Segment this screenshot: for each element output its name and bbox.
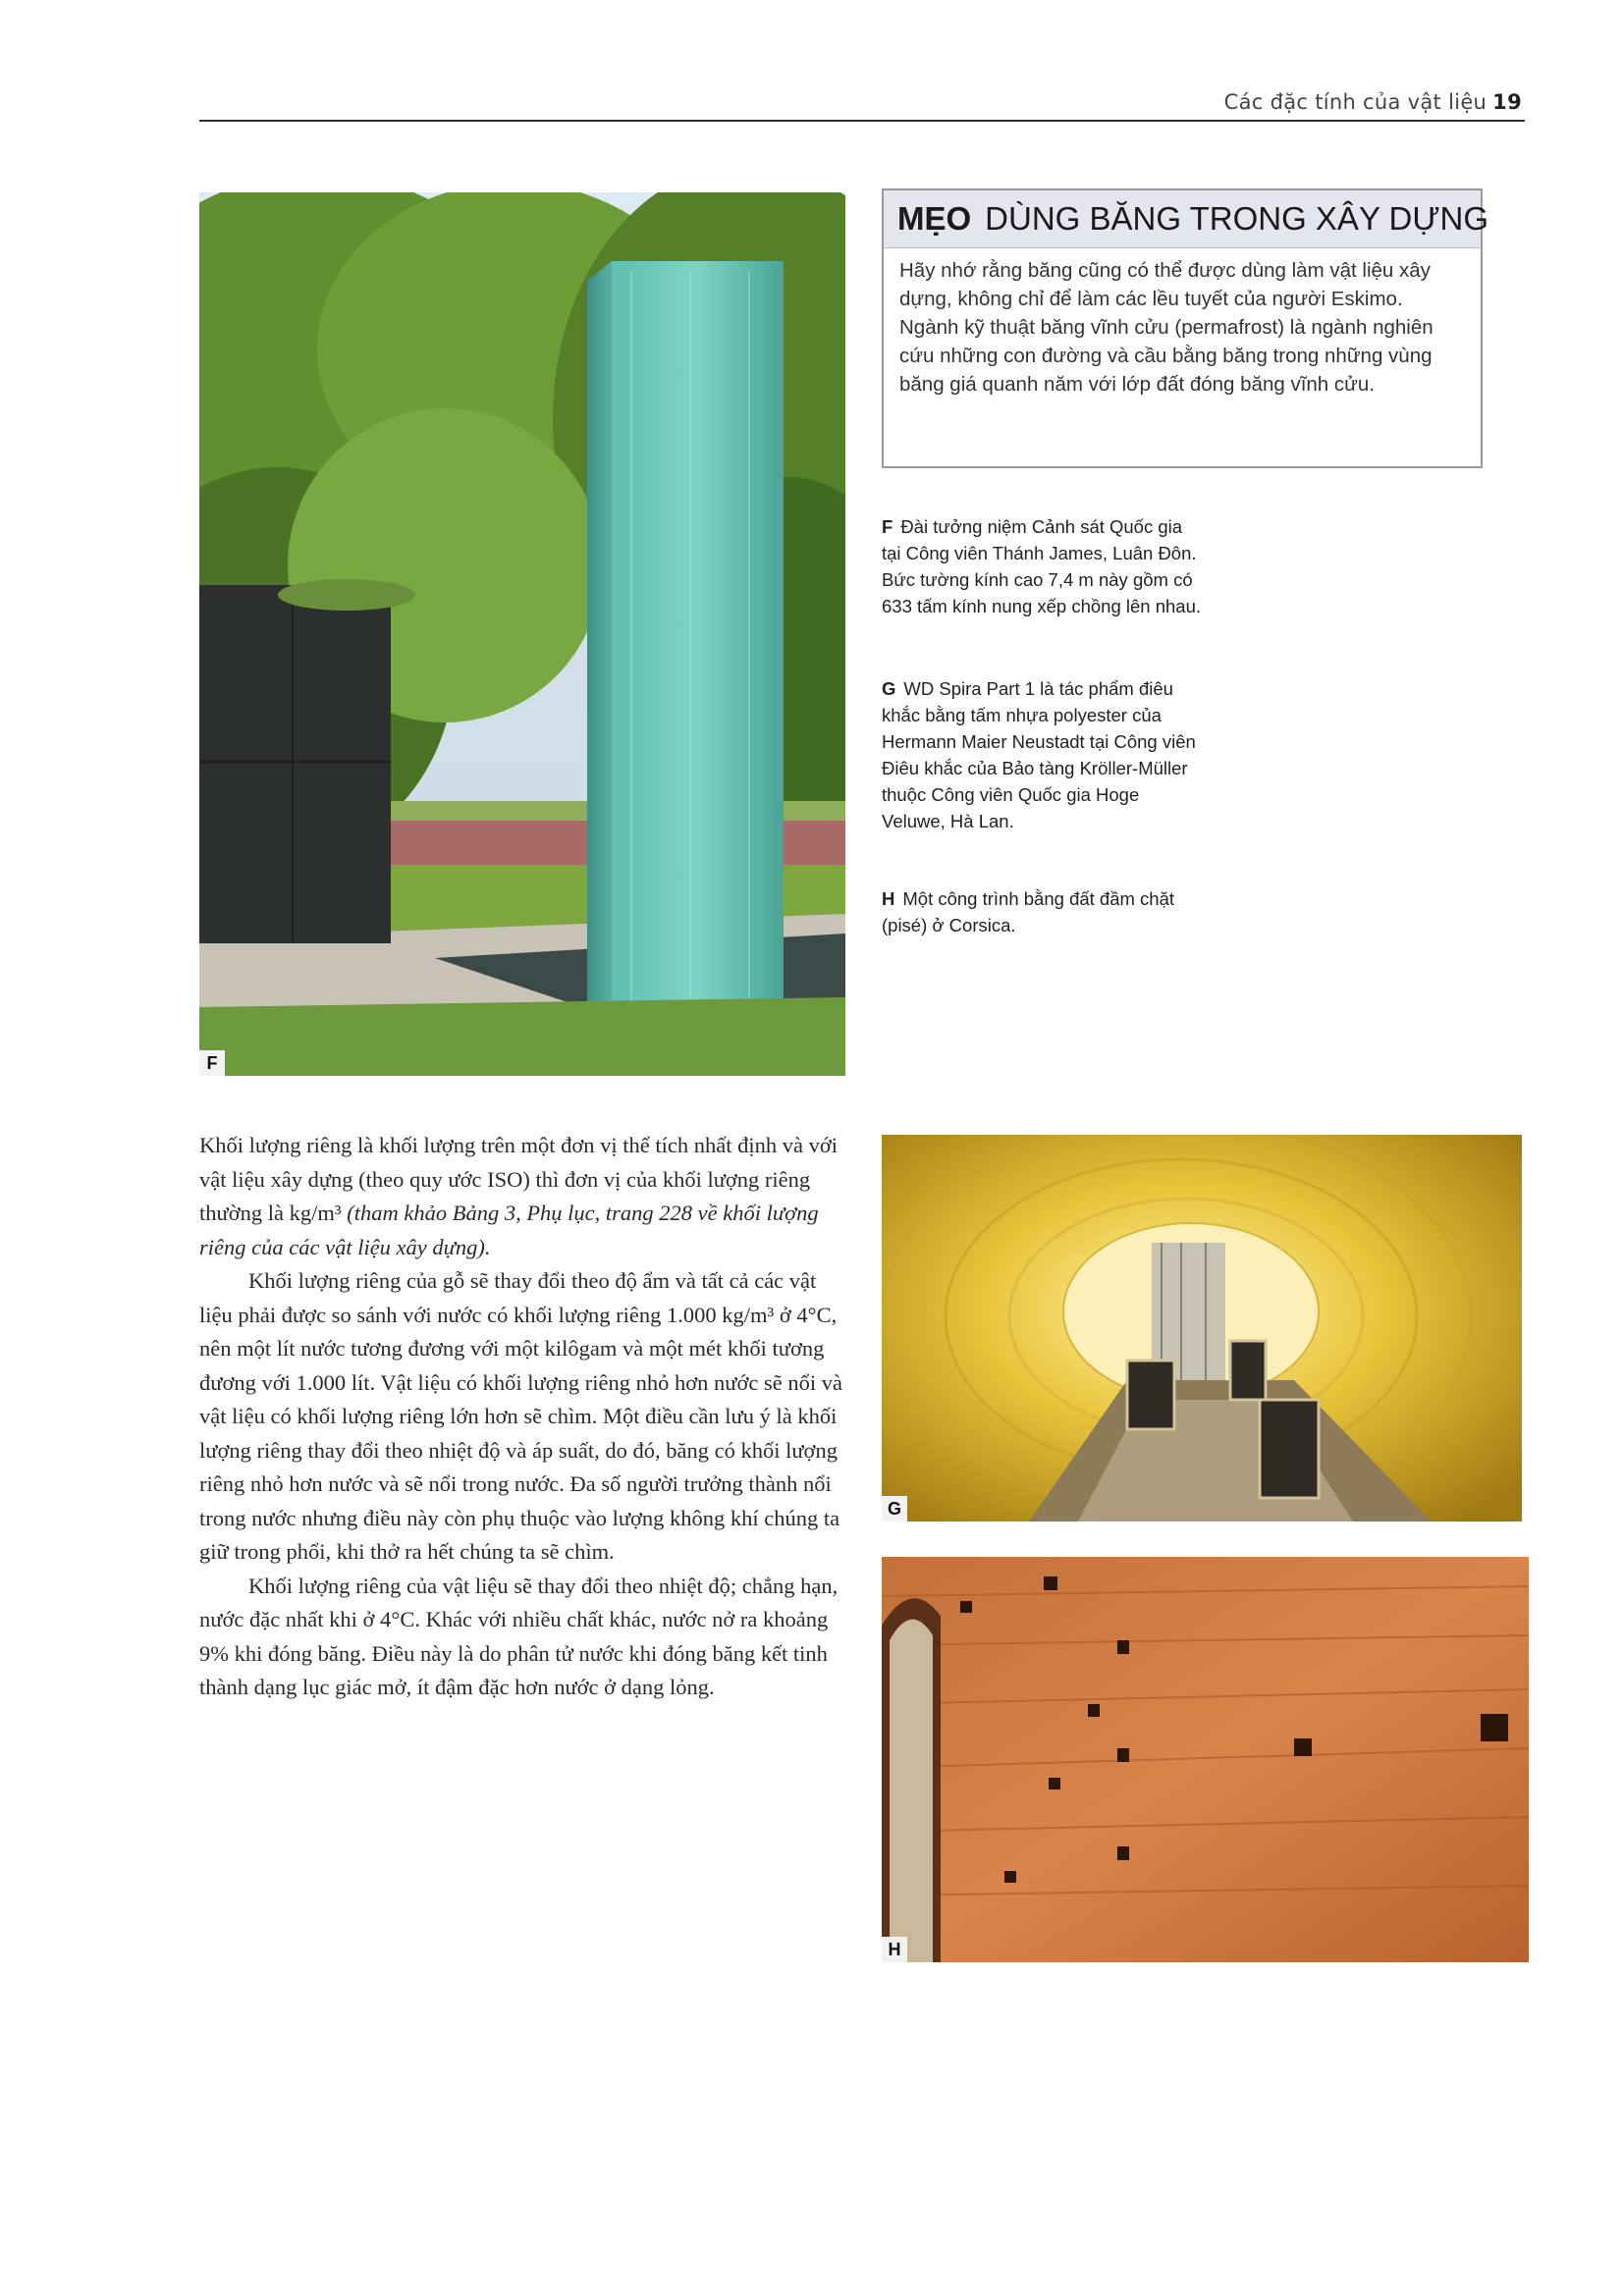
page-number: 19 xyxy=(1492,90,1522,114)
caption-f-text: Đài tưởng niệm Cảnh sát Quốc gia tại Công viên Thánh James, Luân Đôn. Bức tường kính cao 7,4 m này gồm có 633 tấm kính nung xếp chồng lên nhau. xyxy=(882,516,1202,616)
photo-g-spira-sculpture xyxy=(882,1135,1522,1522)
tip-heading xyxy=(884,190,1489,248)
caption-g-label: G xyxy=(882,678,896,699)
caption-f xyxy=(882,513,1206,619)
body-paragraph-2: Khối lượng riêng của gỗ sẽ thay đổi theo độ ẩm và tất cả các vật liệu phải được so sánh với nước có khối lượng riêng 1.000 kg/m³ ở 4°C, nên một lít nước tương đương với một kilôgam và một mét khối tương đương với 1.000 lít. Vật liệu có khối lượng riêng nhỏ hơn nước sẽ nổi và vật liệu có khối lượng riêng lớn hơn sẽ chìm. Một điều cần lưu ý là khối lượng riêng thay đổi theo nhiệt độ và áp suất, do đó, băng có khối lượng riêng nhỏ hơn nước và sẽ nổi trong nước. Đa số người trưởng thành nổi trong nước nhưng điều này còn phụ thuộc vào lượng không khí chúng ta giữ trong phổi, khi thở ra hết chúng ta sẽ chìm. xyxy=(199,1268,842,1564)
body-p1-plain: Khối lượng riêng là khối lượng trên một đơn vị thể tích nhất định và với vật liệu xây dựng (theo quy ước ISO) thì đơn vị của khối lượng riêng thường là kg/m³ xyxy=(199,1133,839,1225)
photo-f-police-memorial xyxy=(199,192,845,1076)
caption-f-label: F xyxy=(882,516,893,537)
caption-g-text: WD Spira Part 1 là tác phẩm điêu khắc bằng tấm nhựa polyester của Hermann Maier Neustadt tại Công viên Điêu khắc của Bảo tàng Kröller-Müller thuộc Công viên Quốc gia Hoge Veluwe, Hà Lan. xyxy=(882,678,1196,831)
running-header xyxy=(1224,90,1522,114)
body-paragraph-1 xyxy=(199,1129,842,1264)
photo-f-illustration xyxy=(199,192,845,1076)
tip-body: Hãy nhớ rằng băng cũng có thể được dùng làm vật liệu xây dựng, không chỉ để làm các lều tuyết của người Eskimo. Ngành kỹ thuật băng vĩnh cửu (permafrost) là ngành nghiên cứu những con đường và cầu bằng băng trong những vùng băng giá quanh năm với lớp đất đóng băng vĩnh cửu. xyxy=(899,259,1434,396)
photo-h-label: H xyxy=(882,1937,907,1962)
body-p1-italic: (tham khảo Bảng 3, Phụ lục, trang 228 về khối lượng riêng của các vật liệu xây dựng). xyxy=(199,1201,819,1259)
header-rule xyxy=(199,120,1525,122)
body-text xyxy=(199,1129,842,1705)
photo-g-illustration xyxy=(882,1135,1522,1522)
photo-f-label: F xyxy=(199,1050,225,1076)
tip-keyword: MẸO xyxy=(897,200,972,237)
tip-title: DÙNG BĂNG TRONG XÂY DỰNG xyxy=(985,200,1489,237)
caption-g xyxy=(882,675,1206,834)
photo-g-label: G xyxy=(882,1496,907,1522)
caption-h xyxy=(882,885,1206,938)
photo-h-illustration xyxy=(882,1557,1529,1962)
caption-h-text: Một công trình bằng đất đầm chặt (pisé) ở Corsica. xyxy=(882,888,1175,935)
tip-box xyxy=(882,188,1489,468)
photo-h-rammed-earth xyxy=(882,1557,1529,1962)
header-title: Các đặc tính của vật liệu xyxy=(1223,90,1488,114)
caption-h-label: H xyxy=(882,888,895,909)
body-paragraph-3: Khối lượng riêng của vật liệu sẽ thay đổi theo nhiệt độ; chẳng hạn, nước đặc nhất khi ở 4°C. Khác với nhiều chất khác, nước nở ra khoảng 9% khi đóng băng. Điều này là do phân tử nước khi đóng băng kết tinh thành dạng lục giác mở, ít đậm đặc hơn nước ở dạng lỏng. xyxy=(199,1573,839,1699)
